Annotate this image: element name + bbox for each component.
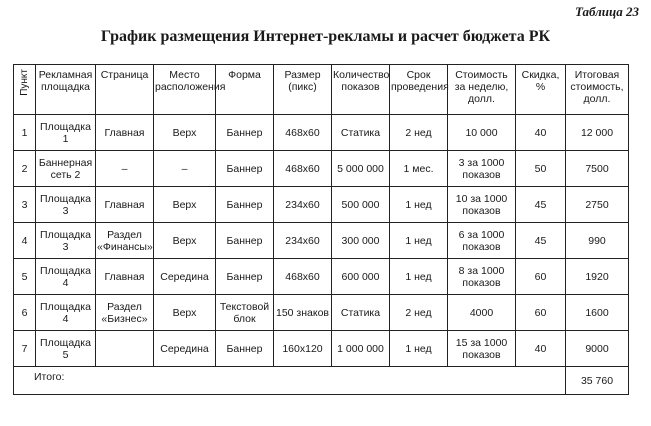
table-cell: Верх [154,115,216,151]
table-cell: Раздел «Бизнес» [96,295,154,331]
table-cell: Верх [154,295,216,331]
table-cell: Баннер [216,223,274,259]
table-cell: 3 [14,187,36,223]
table-cell: 9000 [566,331,629,367]
header-row [14,65,629,115]
table-cell: 4 [14,223,36,259]
column-header: Скидка, % [516,65,566,115]
table-cell: Баннер [216,331,274,367]
table-cell: 2 нед [390,295,448,331]
table-cell: 3 за 1000 показов [448,151,516,187]
table-cell: 60 [516,259,566,295]
table-row [14,295,629,331]
table-cell: 6 за 1000 показов [448,223,516,259]
table-cell: Раздел «Финансы» [96,223,154,259]
table-cell: 45 [516,187,566,223]
column-header: Рекламная площадка [36,65,96,115]
table-cell: 500 000 [332,187,390,223]
table-cell: Верх [154,223,216,259]
table-cell: Баннер [216,115,274,151]
table-cell: 1600 [566,295,629,331]
table-cell: 2 [14,151,36,187]
table-cell: 1 000 000 [332,331,390,367]
table-cell: Площадка 3 [36,187,96,223]
table-cell: Статика [332,295,390,331]
total-value: 35 760 [566,367,629,395]
table-cell: – [154,151,216,187]
table-cell: 468x60 [274,151,332,187]
table-cell: 40 [516,115,566,151]
table-cell: 600 000 [332,259,390,295]
table-cell: Верх [154,187,216,223]
table-number: Таблица 23 [574,4,639,19]
table-row [14,187,629,223]
table-cell: 40 [516,331,566,367]
table-cell: 300 000 [332,223,390,259]
table-cell: Площадка 4 [36,295,96,331]
column-header [14,65,36,115]
table-cell: 160x120 [274,331,332,367]
table-cell [96,331,154,367]
table-cell: 1 нед [390,187,448,223]
table-row [14,259,629,295]
table-cell: 5 000 000 [332,151,390,187]
table-cell: 1 нед [390,259,448,295]
table-cell: Середина [154,259,216,295]
column-header: Срок проведения [390,65,448,115]
table-cell: 4000 [448,295,516,331]
column-header: Итоговая стоимость, долл. [566,65,629,115]
table-cell: 45 [516,223,566,259]
table-cell: 990 [566,223,629,259]
document-title: График размещения Интернет-рекламы и расчет бюджета РК [100,28,551,45]
table-cell: 234x60 [274,223,332,259]
column-header: Количество показов [332,65,390,115]
table-cell: 1 нед [390,331,448,367]
table-cell: Статика [332,115,390,151]
column-header: Место расположения [154,65,216,115]
table-cell: Площадка 3 [36,223,96,259]
table-cell: 2750 [566,187,629,223]
table-cell: Площадка 5 [36,331,96,367]
table-cell: 10 за 1000 показов [448,187,516,223]
table-cell: Главная [96,115,154,151]
table-cell: 468x60 [274,259,332,295]
total-label: Итого: [14,367,566,395]
column-header: Размер (пикс) [274,65,332,115]
table-cell: Баннер [216,187,274,223]
table-cell: 7500 [566,151,629,187]
table-cell: 7 [14,331,36,367]
column-header: Страница [96,65,154,115]
table-cell: 12 000 [566,115,629,151]
table-cell: 1 мес. [390,151,448,187]
table-cell: 1 нед [390,223,448,259]
table-cell: Площадка 4 [36,259,96,295]
table-cell: 150 знаков [274,295,332,331]
table-cell: Баннер [216,151,274,187]
table-cell: 50 [516,151,566,187]
table-cell: 234x60 [274,187,332,223]
table-cell: 8 за 1000 показов [448,259,516,295]
table-cell: Главная [96,187,154,223]
table-cell: Баннер [216,259,274,295]
column-header: Стоимость за неделю, долл. [448,65,516,115]
table-cell: 2 нед [390,115,448,151]
table-cell: 468x60 [274,115,332,151]
table-cell: 1920 [566,259,629,295]
table-cell: Баннерная сеть 2 [36,151,96,187]
table-cell: Середина [154,331,216,367]
table-cell: – [96,151,154,187]
table-row [14,151,629,187]
table-cell: 15 за 1000 показов [448,331,516,367]
table-cell: Текстовой блок [216,295,274,331]
table-cell: 6 [14,295,36,331]
table-row [14,331,629,367]
table-cell: 5 [14,259,36,295]
column-header: Форма [216,65,274,115]
column-header-label: Пункт [18,69,30,96]
table-cell: Главная [96,259,154,295]
table-cell: 60 [516,295,566,331]
table-row [14,223,629,259]
table-row [14,115,629,151]
total-row [14,367,629,395]
table-cell: 10 000 [448,115,516,151]
budget-table [13,64,629,395]
table-cell: Площадка 1 [36,115,96,151]
table-cell: 1 [14,115,36,151]
